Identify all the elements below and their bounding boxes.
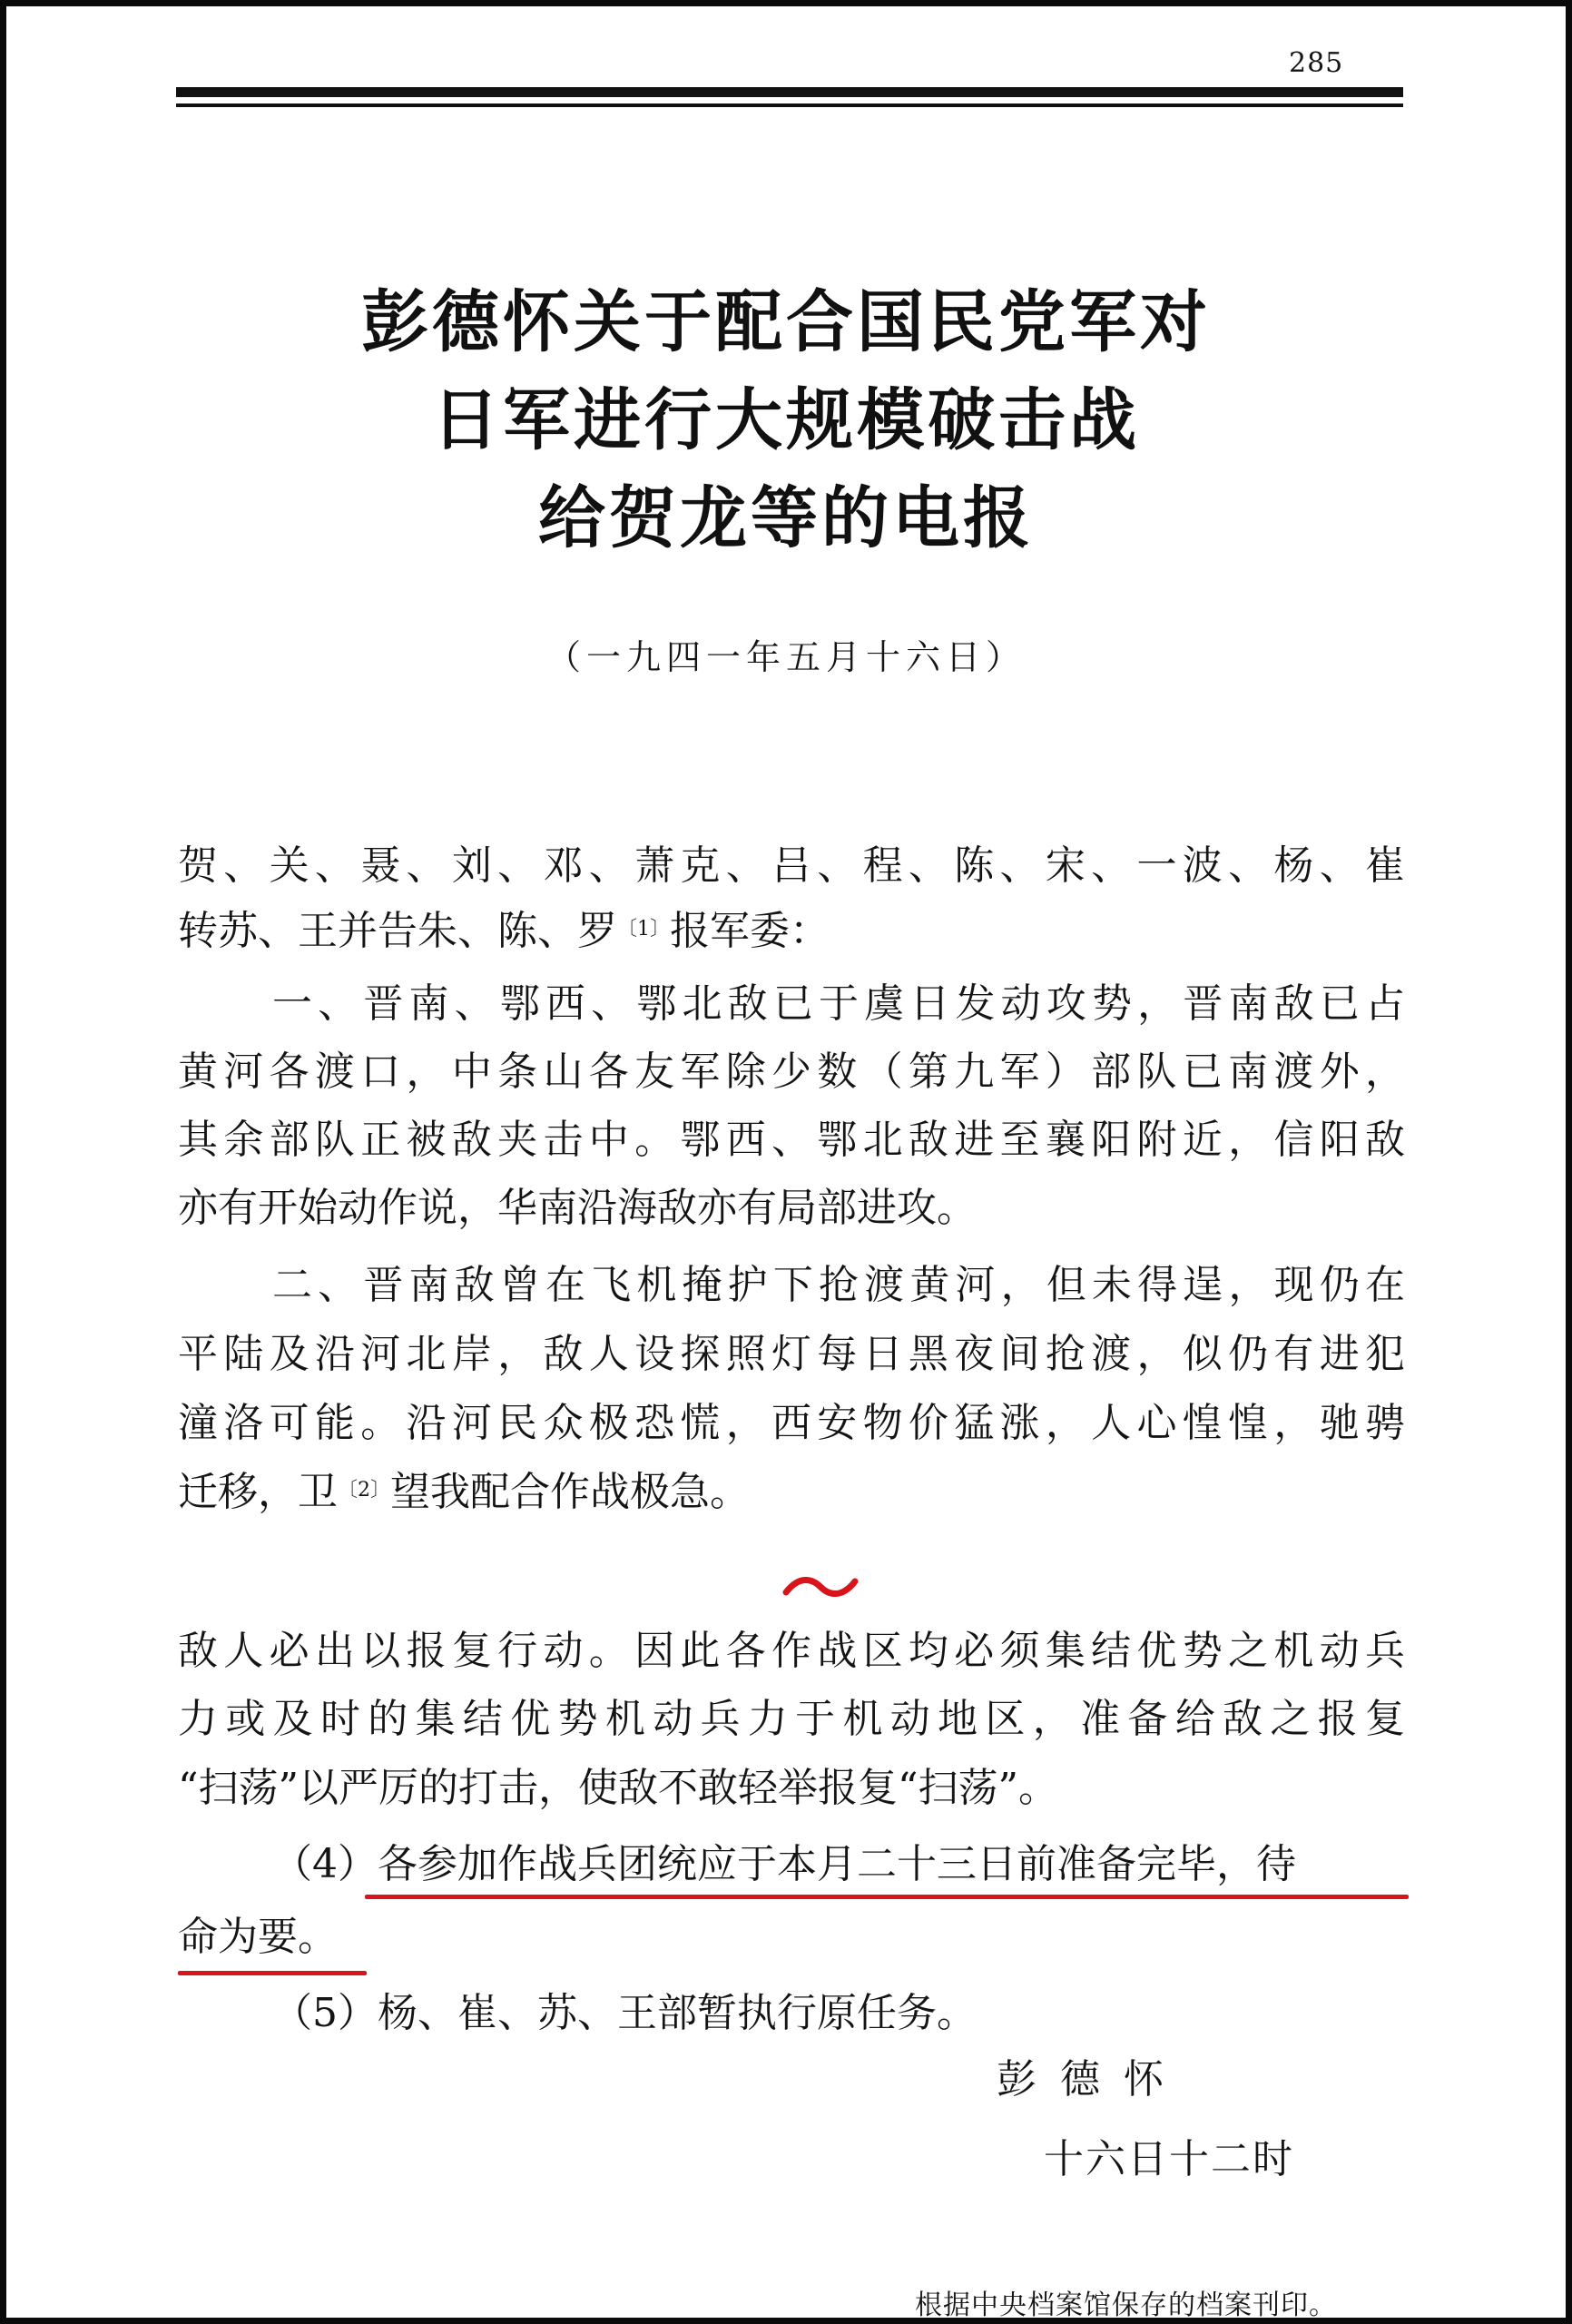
item4-line-2: 命为要。 <box>178 1914 338 1960</box>
footnote-ref-1: 〔1〕 <box>617 918 670 940</box>
recipients-line-2: 转苏、王并告朱、陈、罗$^{〔1〕}$报军委： <box>178 908 830 954</box>
header-rule-thick <box>176 87 1403 97</box>
para1-line-2: 黄河各渡口，中条山各友军除少数（第九军）部队已南渡外， <box>178 1049 1405 1095</box>
signature-time: 十六日十二时 <box>1044 2136 1294 2182</box>
para3-line-1: 敌人必出以报复行动。因此各作战区均必须集结优势之机动兵 <box>178 1628 1405 1674</box>
item4-highlighted-text: 各参加作战兵团统应于本月二十三日前准备完毕，待 <box>378 1841 1296 1887</box>
document-date: （一九四一年五月十六日） <box>545 637 1026 677</box>
signature-name: 彭德怀 <box>997 2056 1187 2102</box>
title-line-1: 彭德怀关于配合国民党军对 <box>361 283 1211 361</box>
para1-line-3: 其余部队正被敌夹击中。鄂西、鄂北敌进至襄阳附近，信阳敌 <box>178 1117 1405 1163</box>
header-rule-thin <box>176 103 1403 107</box>
para3-line-3: “扫荡”以严厉的打击，使敌不敢轻举报复“扫荡”。 <box>178 1765 1058 1811</box>
para2-line-3: 潼洛可能。沿河民众极恐慌，西安物价猛涨，人心惶惶，驰骋 <box>178 1400 1405 1446</box>
item5-line: （5）杨、崔、苏、王部暂执行原任务。 <box>272 1990 977 2036</box>
red-underline-2 <box>178 1971 367 1975</box>
title-line-2: 日军进行大规模破击战 <box>432 381 1140 459</box>
item4-line-1 <box>272 1841 1499 1888</box>
footnote-ref-2: 〔2〕 <box>338 1479 390 1502</box>
para1-line-1: 一、晋南、鄂西、鄂北敌已于虞日发动攻势，晋南敌已占 <box>272 980 1405 1027</box>
recipients-line-1: 贺、关、聂、刘、邓、萧克、吕、程、陈、宋、一波、杨、崔 <box>178 842 1405 889</box>
para2-line-4: 迁移，卫$^{〔2〕}$望我配合作战极急。 <box>178 1469 750 1515</box>
para2-line-2: 平陆及沿河北岸，敌人设探照灯每日黑夜间抢渡，似仍有进犯 <box>178 1331 1405 1377</box>
red-underline-1 <box>365 1895 1409 1899</box>
item4-number: （4） <box>272 1841 378 1887</box>
para1-line-4: 亦有开始动作说，华南沿海敌亦有局部进攻。 <box>178 1185 977 1231</box>
para2-line-1: 二、晋南敌曾在飞机掩护下抢渡黄河，但未得逞，现仍在 <box>272 1262 1405 1308</box>
source-footnote: 根据中央档案馆保存的档案刊印。 <box>915 2290 1337 2321</box>
page-number: 285 <box>1289 47 1344 79</box>
para3-line-2: 力或及时的集结优势机动兵力于机动地区，准备给敌之报复 <box>178 1696 1405 1742</box>
omission-tilde-mark <box>779 1569 860 1605</box>
title-line-3: 给贺龙等的电报 <box>538 479 1034 557</box>
